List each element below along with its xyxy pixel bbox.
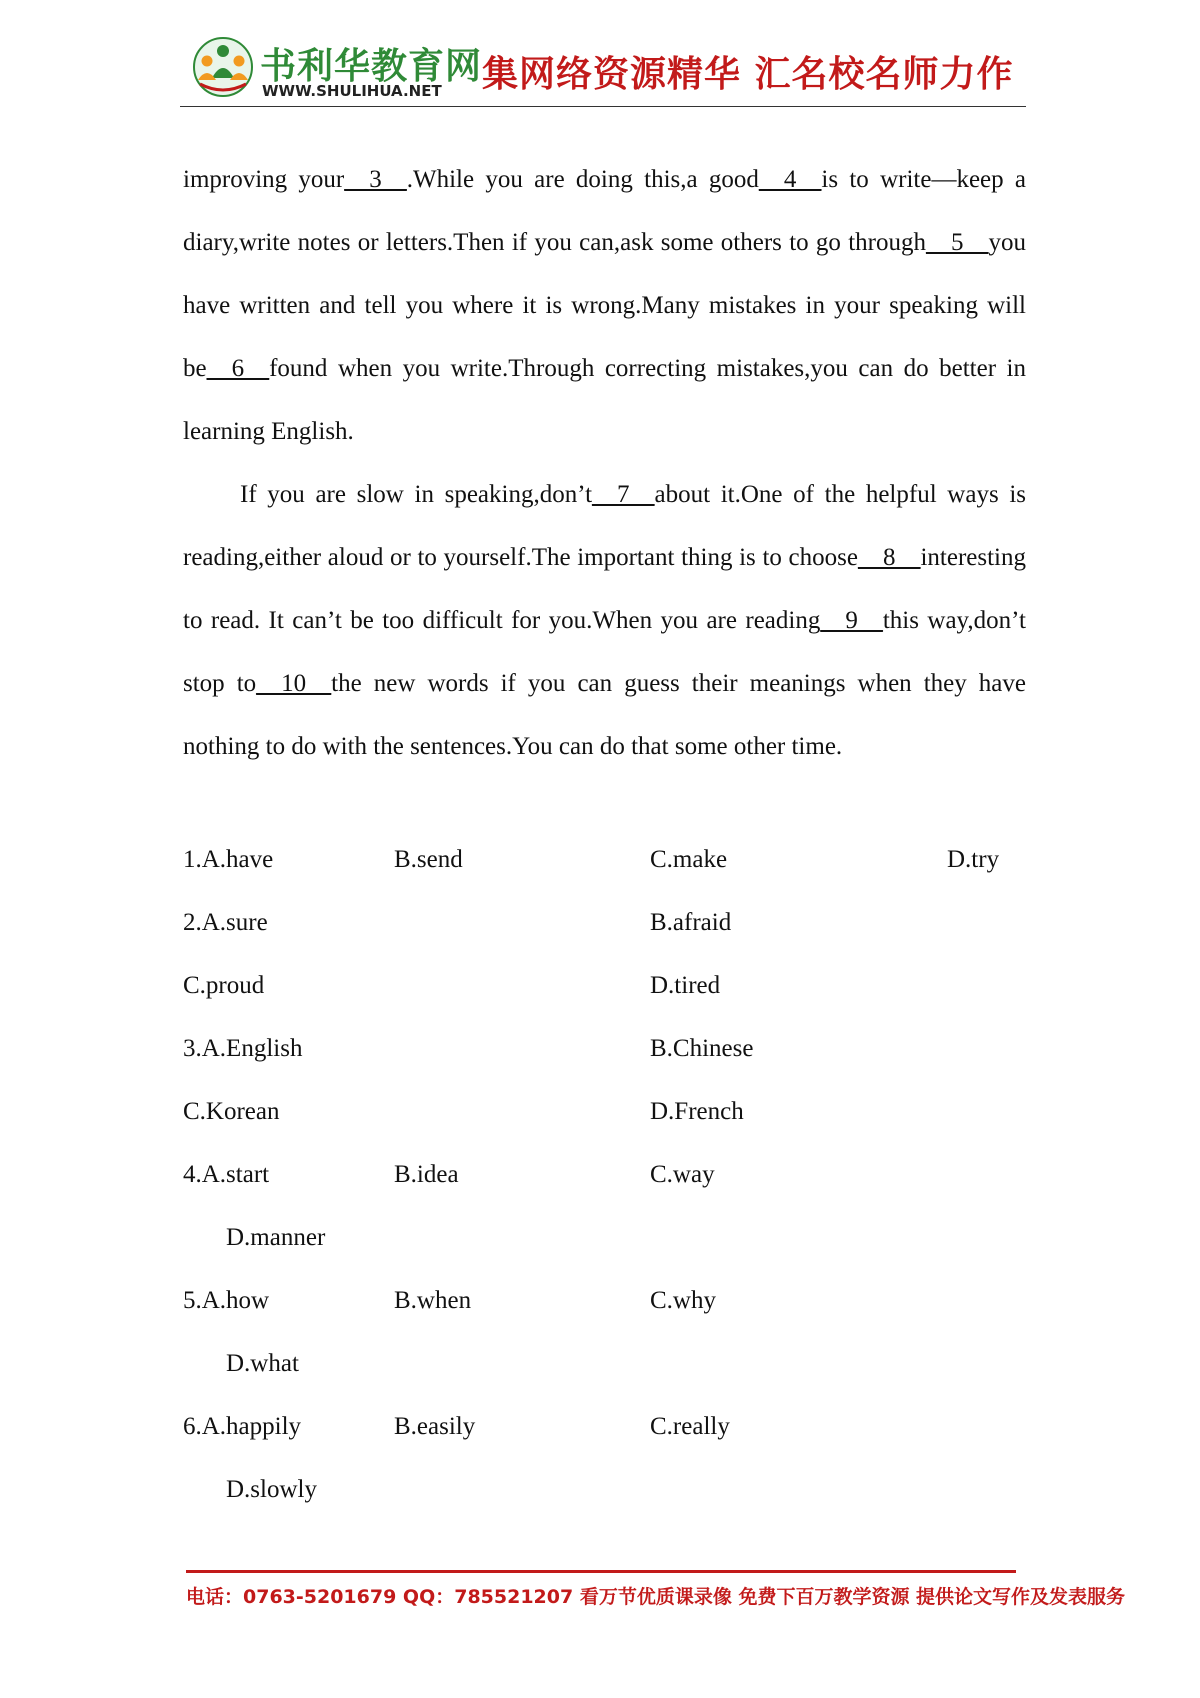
option-3c: C.Korean <box>183 1098 280 1125</box>
option-1d: D.try <box>947 846 1000 873</box>
option-2b: B.afraid <box>650 909 732 936</box>
brand-url: WWW.SHULIHUA.NET <box>262 82 442 100</box>
passage-text: found when you write.Through correcting mistakes,you can do better in learning English. <box>183 355 1026 445</box>
option-4d: D.manner <box>226 1224 326 1251</box>
question-2-options-row-2 <box>183 969 1026 1032</box>
page-header <box>180 28 1026 106</box>
option-5c: C.why <box>650 1287 716 1314</box>
question-3-options-row-1 <box>183 1032 1026 1095</box>
passage-text: improving your <box>183 166 345 193</box>
passage-text: you have written and tell you where it is wrong.Many mistakes in your speaking will be <box>183 229 1026 382</box>
header-divider <box>180 106 1026 107</box>
passage-text: .While you are doing this,a good <box>406 166 759 193</box>
option-6b: B.easily <box>394 1413 476 1440</box>
answer-options <box>183 843 1026 1536</box>
option-3a: 3.A.English <box>183 1035 303 1062</box>
passage-text: about it.One of the helpful ways is reading,either aloud or to yourself.The important thing is to choose <box>183 481 1026 571</box>
brand-name: 书利华教育网 <box>260 46 483 87</box>
question-3-options-row-2 <box>183 1095 1026 1158</box>
passage-text: the new words if you can guess their meanings when they have nothing to do with the sentences.You can do that some other time. <box>183 670 1026 760</box>
option-4b: B.idea <box>394 1161 459 1188</box>
blank-6: __6__ <box>206 355 270 382</box>
footer-divider <box>186 1570 1016 1573</box>
question-6-options-row-2 <box>183 1473 1026 1536</box>
blank-8: __8__ <box>857 544 921 571</box>
question-2-options-row-1 <box>183 906 1026 969</box>
passage-paragraph-1 <box>183 148 1026 463</box>
question-4-options-row-1 <box>183 1158 1026 1221</box>
option-4c: C.way <box>650 1161 715 1188</box>
option-5b: B.when <box>394 1287 472 1314</box>
question-6-options-row-1 <box>183 1410 1026 1473</box>
option-1c: C.make <box>650 846 728 873</box>
question-5-options-row-1 <box>183 1284 1026 1347</box>
blank-5: __5__ <box>926 229 989 256</box>
blank-7: __7__ <box>592 481 655 508</box>
option-5d: D.what <box>226 1350 299 1377</box>
question-4-options-row-2 <box>183 1221 1026 1284</box>
blank-10: __10__ <box>256 670 332 697</box>
option-5a: 5.A.how <box>183 1287 270 1314</box>
question-1-options <box>183 843 1026 906</box>
blank-4: __4__ <box>758 166 822 193</box>
option-1b: B.send <box>394 846 463 873</box>
option-4a: 4.A.start <box>183 1161 270 1188</box>
passage-text: this way,don’t stop to <box>183 607 1026 697</box>
footer-contact-banner: 电话：0763-5201679 QQ：785521207 看万节优质课录像 免费下百万教学资源 提供论文写作及发表服务 <box>186 1586 1126 1608</box>
option-2c: C.proud <box>183 972 265 999</box>
option-6a: 6.A.happily <box>183 1413 302 1440</box>
option-3d: D.French <box>650 1098 744 1125</box>
passage-text: is to write—keep a diary,write notes or letters.Then if you can,ask some others to go through <box>183 166 1027 256</box>
passage-paragraph-2 <box>183 463 1026 778</box>
passage-text: interesting to read. It can’t be too difficult for you.When you are reading <box>183 544 1026 634</box>
option-1a: 1.A.have <box>183 846 274 873</box>
option-3b: B.Chinese <box>650 1035 754 1062</box>
question-5-options-row-2 <box>183 1347 1026 1410</box>
header-slogan: 集网络资源精华 汇名校名师力作 <box>482 54 1014 95</box>
blank-3: __3__ <box>344 166 407 193</box>
option-6c: C.really <box>650 1413 730 1440</box>
option-2d: D.tired <box>650 972 721 999</box>
cloze-passage <box>183 148 1026 778</box>
people-circle-logo-icon <box>192 36 254 98</box>
passage-text: If you are slow in speaking,don’t <box>240 481 593 508</box>
blank-9: __9__ <box>820 607 883 634</box>
option-2a: 2.A.sure <box>183 909 268 936</box>
option-6d: D.slowly <box>226 1476 317 1503</box>
